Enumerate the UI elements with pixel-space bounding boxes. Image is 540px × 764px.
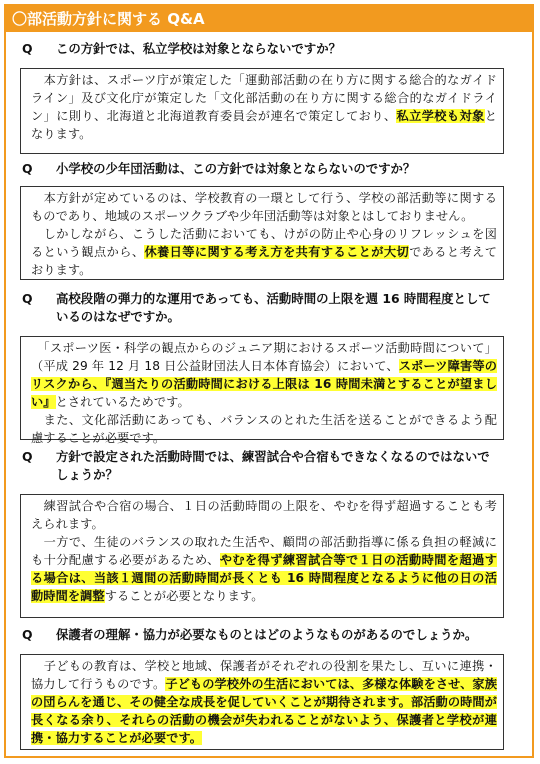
answer-text: 練習試合や合宿の場合、１日の活動時間の上限を、やむを得ず超過することも考えられます。 bbox=[31, 499, 497, 531]
answer-text: また、文化部活動にあっても、バランスのとれた生活を送ることができるよう配慮することが必要です。 bbox=[31, 413, 497, 445]
question-mark: Q bbox=[22, 161, 33, 176]
answer-box bbox=[20, 68, 504, 154]
answer-paragraph bbox=[31, 533, 497, 605]
highlighted-text: スポーツ障害等のリスクから、『週当たりの活動時間における上限は 16 時間未満とすることが望ましい』 bbox=[31, 359, 498, 409]
answer-paragraph bbox=[31, 225, 497, 279]
question-mark: Q bbox=[22, 449, 33, 464]
question-mark: Q bbox=[22, 291, 33, 306]
answer-text: 本方針が定めているのは、学校教育の一環として行う、学校の部活動等に関するものであり、地域のスポーツクラブや少年団活動等は対象とはしておりません。 bbox=[31, 191, 497, 223]
answer-paragraph bbox=[31, 657, 497, 747]
highlighted-text: やむを得ず練習試合等で１日の活動時間を超過する場合は、当該１週間の活動時間が長くとも 16 時間程度となるように他の日の活動時間を調整 bbox=[31, 553, 497, 603]
highlighted-text: 子どもの学校外の生活においては、多様な体験をさせ、家族の団らんを通じ、その健全な成長を促していくことが期待されます。部活動の時間が長くなる余り、それらの活動の機会が失われることがないよう、保護者と学校が連携・協力することが必要です。 bbox=[31, 677, 497, 745]
question-heading bbox=[22, 448, 500, 484]
question-mark: Q bbox=[22, 627, 33, 642]
answer-text: することが必要となります。 bbox=[104, 589, 264, 603]
answer-text: であると考えております。 bbox=[31, 245, 497, 277]
panel-title: 〇部活動方針に関する Q&A bbox=[6, 6, 532, 32]
answer-box bbox=[20, 494, 504, 618]
answer-text: とされているためです。 bbox=[55, 395, 190, 409]
answer-text: 一方で、生徒のバランスの取れた生活や、顧問の部活動指導に係る負担の軽減にも十分配慮する必要があるため、 bbox=[31, 535, 497, 567]
question-heading bbox=[22, 626, 500, 644]
question-heading bbox=[22, 40, 500, 58]
highlighted-text: 私立学校も対象 bbox=[396, 109, 485, 123]
answer-text: 子どもの教育は、学校と地域、保護者がそれぞれの役割を果たし、互いに連携・協力して行うものです。 bbox=[31, 659, 497, 691]
question-text: 保護者の理解・協力が必要なものとはどのようなものがあるのでしょうか。 bbox=[56, 627, 478, 642]
question-heading bbox=[22, 290, 500, 326]
answer-text: しかしながら、こうした活動においても、けがの防止や心身のリフレッシュを図るという観点から、 bbox=[31, 227, 497, 259]
answer-paragraph bbox=[31, 497, 497, 533]
answer-paragraph bbox=[31, 339, 497, 411]
question-mark: Q bbox=[22, 41, 33, 56]
answer-box bbox=[20, 654, 504, 750]
answer-text: となります。 bbox=[31, 109, 497, 141]
answer-box bbox=[20, 336, 504, 445]
highlighted-text: 休養日等に関する考え方を共有することが大切 bbox=[144, 245, 410, 259]
question-text: この方針では、私立学校は対象とならないですか？ bbox=[56, 41, 341, 56]
answer-paragraph bbox=[31, 411, 497, 447]
answer-text: 本方針は、スポーツ庁が策定した「運動部活動の在り方に関する総合的なガイドライン」及び文化庁が策定した「文化部活動の在り方に関する総合的なガイドライン」に則り、北海道と北海道教育委員会が連名で策定しており、 bbox=[31, 73, 497, 123]
question-text: 方針で設定された活動時間では、練習試合や合宿もできなくなるのではないでしょうか？ bbox=[56, 449, 490, 482]
answer-paragraph bbox=[31, 71, 497, 143]
answer-text: 「スポーツ医・科学の観点からのジュニア期におけるスポーツ活動時間について」（平成 29 年 12 月 18 日公益財団法人日本体育協会）において、 bbox=[31, 341, 497, 373]
answer-paragraph bbox=[31, 189, 497, 225]
question-text: 高校段階の弾力的な運用であっても、活動時間の上限を週 16 時間程度としているのはなぜですか。 bbox=[56, 291, 491, 324]
answer-box bbox=[20, 186, 504, 280]
question-heading bbox=[22, 160, 500, 178]
question-text: 小学校の少年団活動は、この方針では対象とならないのですか？ bbox=[56, 161, 416, 176]
